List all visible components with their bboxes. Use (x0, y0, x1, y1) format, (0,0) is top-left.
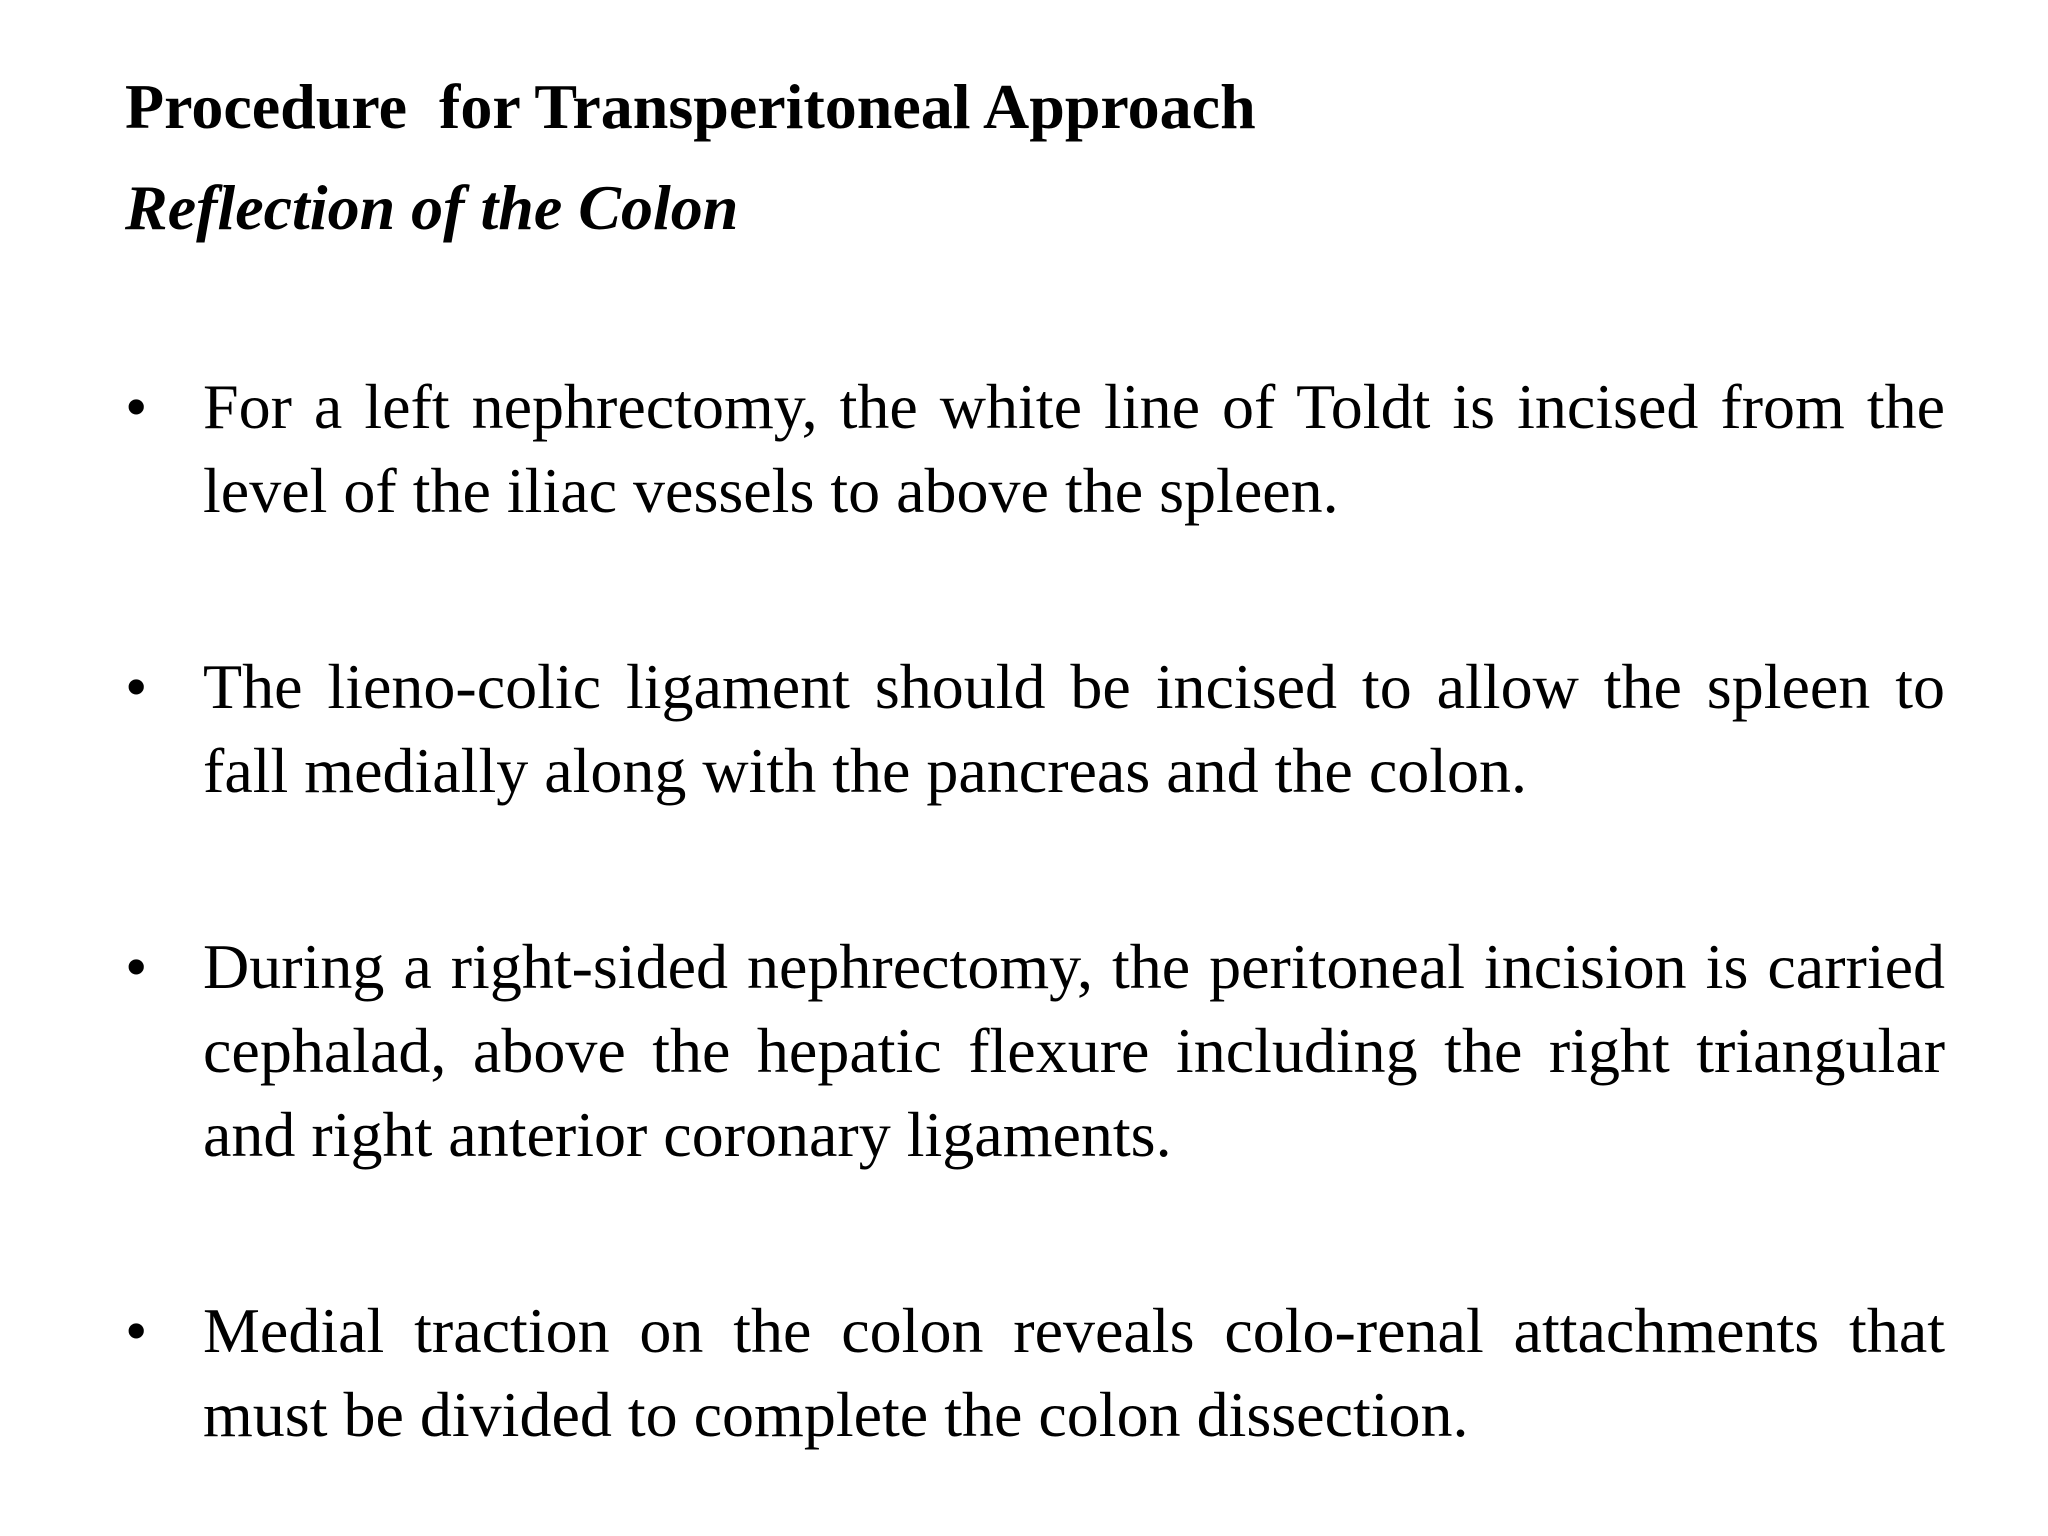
bullet-text: Medial traction on the colon reveals colo-renal attachments that must be divided to complete the colon dissection. (203, 1295, 1945, 1450)
bullet-item (125, 645, 1945, 813)
bullet-item (125, 1289, 1945, 1457)
slide-title: Procedure for Transperitoneal Approach (125, 71, 1256, 142)
bullet-icon: • (125, 1295, 148, 1366)
bullet-icon: • (125, 371, 148, 442)
bullet-text: During a right-sided nephrectomy, the peritoneal incision is carried cephalad, above the hepatic flexure including the right triangular and right anterior coronary ligaments. (203, 931, 1945, 1170)
bullet-item (125, 925, 1945, 1177)
slide-subtitle: Reflection of the Colon (125, 172, 739, 243)
bullet-item (125, 365, 1945, 533)
bullet-list (125, 365, 1945, 1457)
bullet-icon: • (125, 651, 148, 722)
bullet-text: For a left nephrectomy, the white line of Toldt is incised from the level of the iliac vessels to above the spleen. (203, 371, 1945, 526)
bullet-text: The lieno-colic ligament should be incised to allow the spleen to fall medially along with the pancreas and the colon. (203, 651, 1945, 806)
bullet-icon: • (125, 931, 148, 1002)
